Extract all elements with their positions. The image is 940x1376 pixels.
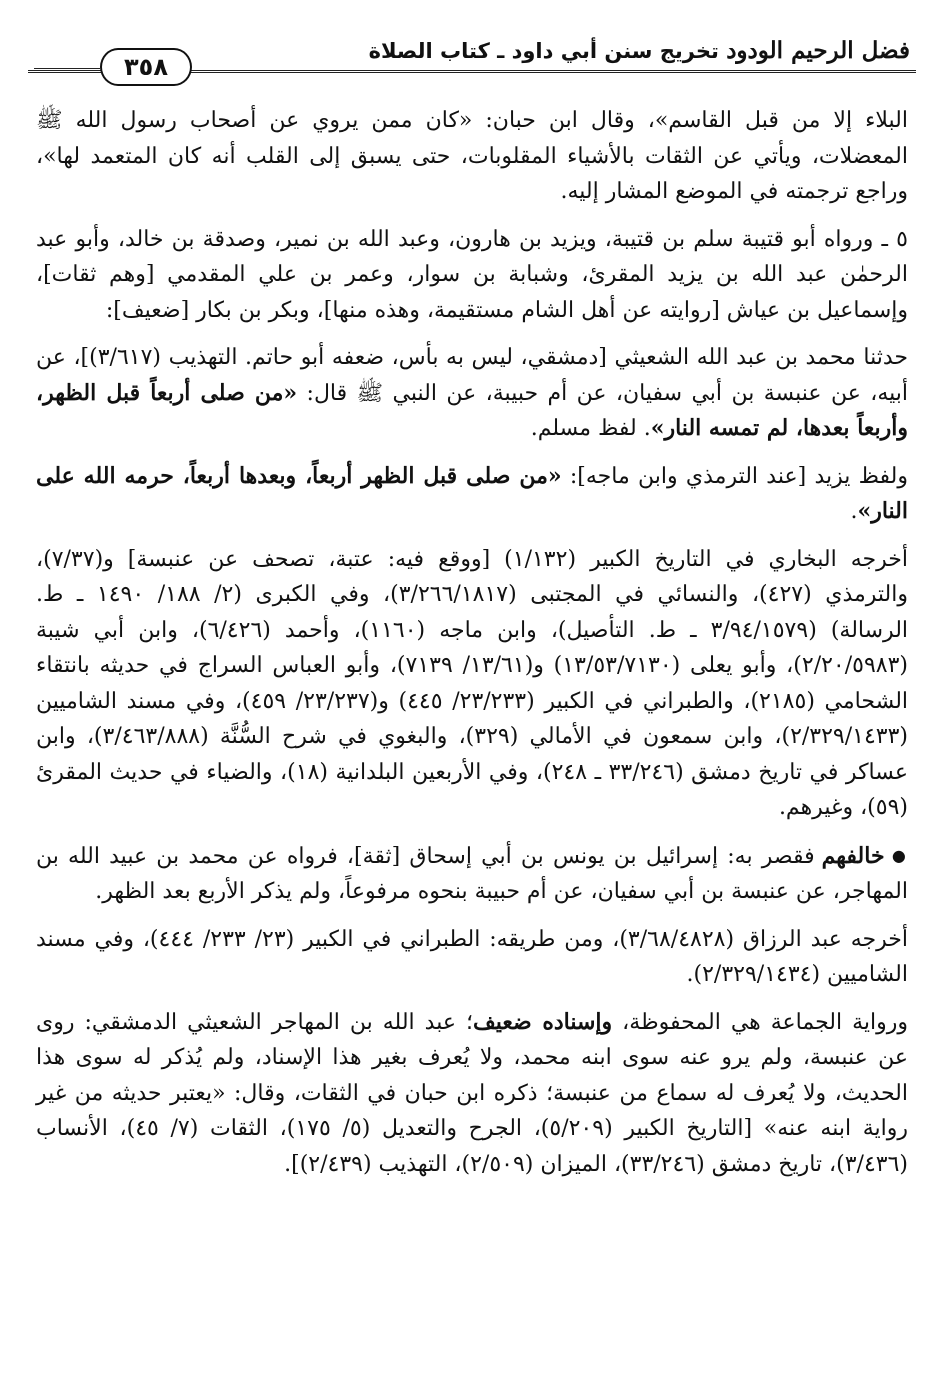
header-title-calligraphic: فضل الرحيم الودود [726, 37, 910, 64]
paragraph-p6 [36, 838, 908, 910]
text-segment: ؛ عبد الله بن المهاجر الشعيثي الدمشقي: روى عن عنبسة، ولم يرو عنه سوى ابنه محمد، ولا يُعرف بغير هذا الإسناد، ولم يُذكر له سوى هذا الحديث، ولا يُعرف له سماع من عنبسة؛ ذكره ابن حبان في الثقات، وقال: «يعتبر حديثه من غير رواية ابنه عنه» [التاريخ الكبير (٥/٢٠٩)، الجرح والتعديل (٥/ ١٧٥)، الثقات (٧/ ٤٥)، الأنساب (٣/٤٣٦)، تاريخ دمشق (٣٣/٢٤٦)، الميزان (٢/٥٠٩)، التهذيب (٢/٤٣٩)]. [36, 1009, 909, 1177]
page-number: ٣٥٨ [100, 48, 192, 86]
text-segment: . [850, 499, 858, 524]
text-segment: . لفظ مسلم. [530, 416, 651, 441]
text-segment: أخرجه عبد الرزاق (٣/٦٨/٤٨٢٨)، ومن طريقه: الطبراني في الكبير (٢٣/ ٢٣٣/ ٤٤٤)، وفي مسند الشاميين (٢/٣٢٩/١٤٣٤). [36, 926, 909, 987]
bold-text: وإسناده ضعيف [472, 1008, 613, 1035]
bold-text: خالفهم [821, 842, 885, 869]
text-segment: البلاء إلا من قبل القاسم»، وقال ابن حبان: «كان ممن يروي عن أصحاب رسول الله ﷺ المعضلات، ويأتي عن الثقات بالأشياء المقلوبات، حتى يسبق إلى القلب أنه كان المتعمد لها»، وراجع ترجمته في الموضع المشار إليه. [36, 108, 908, 204]
text-segment: ورواية الجماعة هي المحفوظة، [612, 1009, 909, 1035]
text-segment: فقصر به: إسرائيل بن يونس بن أبي إسحاق [ثقة]، فرواه عن محمد بن عبيد الله بن المهاجر، عن عنبسة بن أبي سفيان، عن أم حبيبة بنحوه مرفوعاً، ولم يذكر الأربع بعد الظهر. [36, 843, 908, 904]
bold-text: «من صلى قبل الظهر أربعاً، وبعدها أربعاً، حرمه الله على النار» [36, 462, 908, 524]
body-text [28, 103, 916, 1182]
paragraph-p3 [36, 340, 908, 447]
header-title-rest: تخريج سنن أبي داود ـ كتاب الصلاة [368, 39, 727, 63]
bold-text: «من صلى أربعاً قبل الظهر، وأربعاً بعدها، لم تمسه النار» [36, 379, 908, 441]
header-title [369, 37, 910, 64]
paragraph-p8 [36, 1005, 908, 1183]
running-header [28, 30, 916, 81]
text-segment: ولفظ يزيد [عند الترمذي وابن ماجه]: [561, 463, 908, 489]
text-segment: حدثنا محمد بن عبد الله الشعيثي [دمشقي، ليس به بأس، ضعفه أبو حاتم. التهذيب (٣/٦١٧)]، عن أبيه، عن عنبسة بن أبي سفيان، عن أم حبيبة، عن النبي ﷺ قال: [36, 345, 909, 406]
paragraph-p1 [36, 103, 908, 210]
paragraph-p5 [36, 542, 908, 826]
book-page [28, 30, 916, 1194]
paragraph-p7 [36, 922, 908, 993]
paragraph-p4 [36, 459, 908, 530]
text-segment: ٥ ـ ورواه أبو قتيبة سلم بن قتيبة، ويزيد بن هارون، وعبد الله بن نمير، وصدقة بن خالد، وأبو عبد الرحمٰن عبد الله بن يزيد المقرئ، وشبابة بن سوار، وعمر بن علي المقدمي [وهم ثقات]، وإسماعيل بن عياش [روايته عن أهل الشام مستقيمة، وهذه منها]، وبكر بن بكار [ضعيف]: [36, 226, 908, 323]
page-number-block [34, 48, 192, 86]
text-segment: أخرجه البخاري في التاريخ الكبير (١/١٣٢) [ووقع فيه: عتبة، تصحف عن عنبسة] و(٧/٣٧)، والترمذي (٤٢٧)، والنسائي في المجتبى (٣/٢٦٦/١٨١٧)، وفي الكبرى (٢/ ١٨٨/ ١٤٩٠ ـ ط. الرسالة) (٣/٩٤/١٥٧٩ ـ ط. التأصيل)، وابن ماجه (١١٦٠)، وأحمد (٦/٤٢٦)، وابن أبي شيبة (٢/٢٠/٥٩٨٣)، وأبو يعلى (١٣/٥٣/٧١٣٠) و(١٣/٦١/ ٧١٣٩)، وأبو العباس السراج في حديثه بانتقاء الشحامي (٢١٨٥)، والطبراني في الكبير (٢٣/٢٣٣/ ٤٤٥) و(٢٣/٢٣٧/ ٤٥٩)، وفي مسند الشاميين (٢/٣٢٩/١٤٣٣)، وابن سمعون في الأمالي (٣٢٩)، والبغوي في شرح السُّنَّة (٣/٤٦٣/٨٨٨)، وابن عساكر في تاريخ دمشق (٣٣/٢٤٦ ـ ٢٤٨)، وفي الأربعين البلدانية (١٨)، والضياء في حديث المقرئ (٥٩)، وغيرهم. [36, 546, 909, 820]
paragraph-p2 [36, 222, 908, 329]
header-rule-ornament [34, 68, 100, 71]
